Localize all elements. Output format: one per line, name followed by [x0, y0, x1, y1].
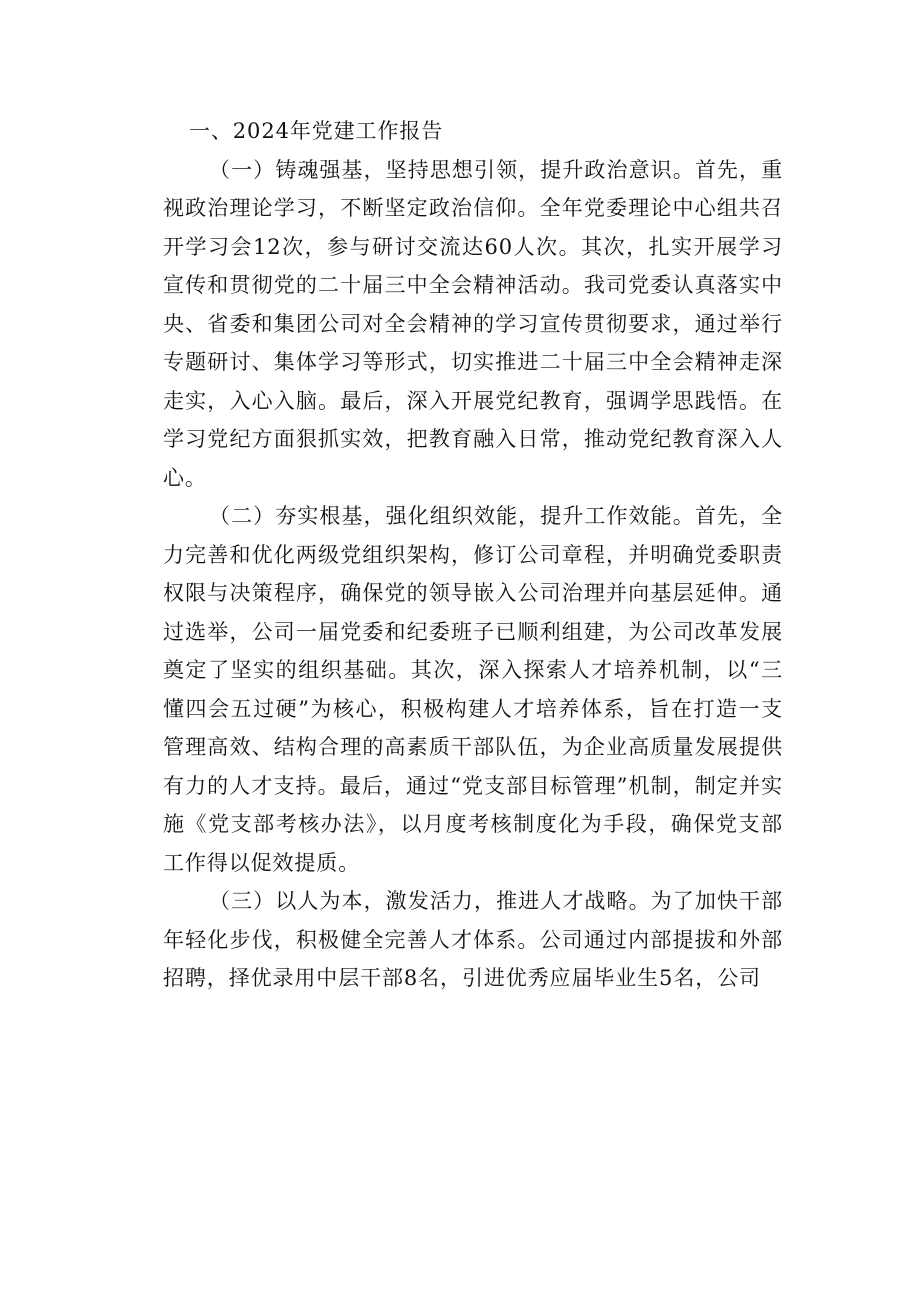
- section-heading: 一、2024年党建工作报告: [189, 119, 444, 143]
- paragraph-2: （二）夯实根基，强化组织效能，提升工作效能。首先，全力完善和优化两级党组织架构，修订公司章程，并明确党委职责权限与决策程序，确保党的领导嵌入公司治理并向基层延伸。通过选举，公司一届党委和纪委班子已顺利组建，为公司改革发展奠定了坚实的组织基础。其次，深入探索人才培养机制，以“三懂四会五过硬”为核心，积极构建人才培养体系，旨在打造一支管理高效、结构合理的高素质干部队伍，为企业高质量发展提供有力的人才支持。最后，通过“党支部目标管理”机制，制定并实施《党支部考核办法》，以月度考核制度化为手段，确保党支部工作得以促效提质。: [163, 504, 783, 875]
- document-body: [163, 112, 783, 998]
- paragraph-1: （一）铸魂强基，坚持思想引领，提升政治意识。首先，重视政治理论学习，不断坚定政治信仰。全年党委理论中心组共召开学习会12次，参与研讨交流达60人次。其次，扎实开展学习宣传和贯彻党的二十届三中全会精神活动。我司党委认真落实中央、省委和集团公司对全会精神的学习宣传贯彻要求，通过举行专题研讨、集体学习等形式，切实推进二十届三中全会精神走深走实，入心入脑。最后，深入开展党纪教育，强调学思践悟。在学习党纪方面狠抓实效，把教育融入日常，推动党纪教育深入人心。: [163, 157, 783, 490]
- paragraph-3: （三）以人为本，激发活力，推进人才战略。为了加快干部年轻化步伐，积极健全完善人才体系。公司通过内部提拔和外部招聘，择优录用中层干部8名，引进优秀应届毕业生5名，公司: [163, 889, 783, 990]
